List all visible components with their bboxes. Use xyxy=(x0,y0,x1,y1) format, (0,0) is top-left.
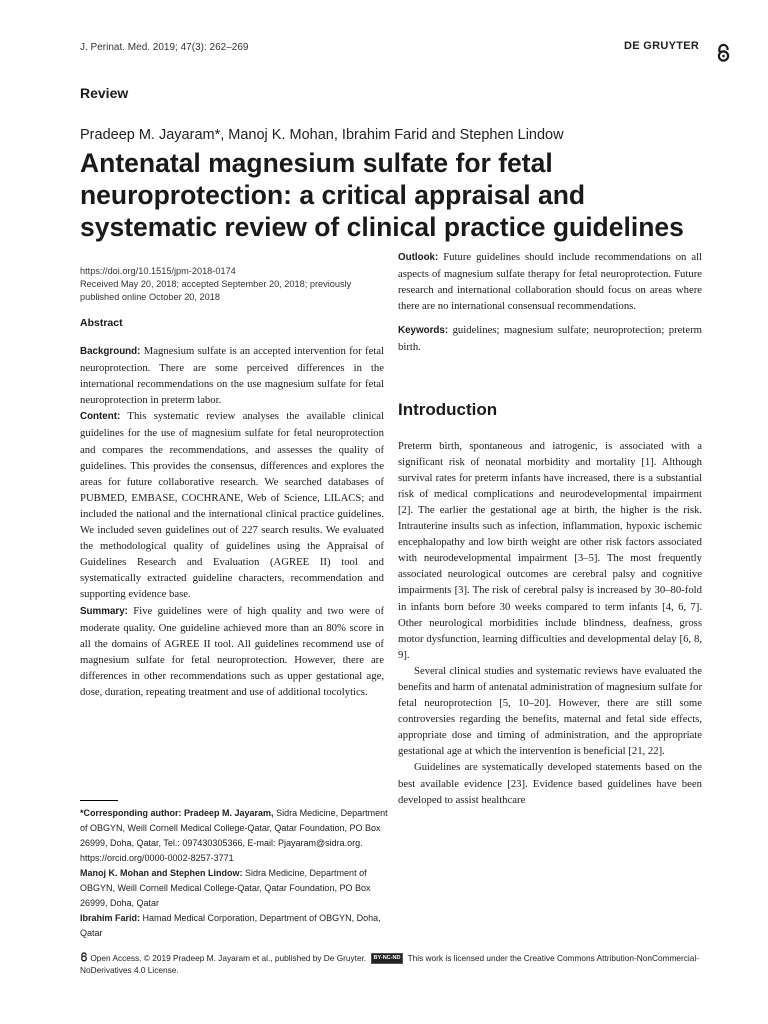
outlook-label: Outlook: xyxy=(398,252,439,263)
intro-paragraph-3: Guidelines are systematically developed statements based on the best available evidence [23]. Evidence based guidelines have been developed to assist healthcare xyxy=(398,761,702,806)
intro-paragraph-1: Preterm birth, spontaneous and iatrogenic, is associated with a significant risk of neonatal morbidity and mortality [1]. Although survival rates for preterm infants have increased, there is a substantial risk of medical complications and neurodevelopmental impairment [2]. The earlier the gestational age at birth, the higher is the risk. Intrauterine insults such as infection, inflammation, hypoxic ischemic encephalopathy and low birth weight are other risk factors associated with neurodevelopmental impairment [3–5]. The most frequently associated neurological outcomes are cerebral palsy and cognitive impairments [3]. The risk of cerebral palsy is increased by 30–80-fold in infants born before 30 weeks compared to term infants [4, 6, 7]. Other neurological morbidities include blindness, deafness, gross motor dysfunction, learning difficulties and developmental delay [6, 8, 9]. xyxy=(398,439,702,661)
corresponding-author-note xyxy=(80,806,388,866)
abstract-heading: Abstract xyxy=(80,317,123,329)
section-heading-introduction: Introduction xyxy=(398,399,498,419)
author-affiliations xyxy=(80,806,388,941)
license-text: This work is licensed under the Creative Commons Attribution-NonCommercial-NoDerivatives 4.0 License. xyxy=(80,953,699,976)
right-column xyxy=(398,251,703,808)
mohan-lindow-affiliation xyxy=(80,866,388,911)
abstract-outlook xyxy=(398,249,702,314)
keywords-text: guidelines; magnesium sulfate; neuroprotection; preterm birth. xyxy=(398,324,702,354)
mohan-lindow-text: Sidra Medicine, Department of OBGYN, Weill Cornell Medical College-Qatar, Qatar Foundation, PO Box 26999, Doha, Qatar xyxy=(80,868,371,908)
summary-text: Five guidelines were of high quality and two were of moderate quality. One guideline achieved more than an 80% score in all the domains of AGREE II tool. All guidelines recommend use of magnesium sulfate for fetal neuroprotection. However, there are differences in other recommendations such as upper gestational age, dose, duration, repeating treatment and use of additional tocolytics. xyxy=(80,604,384,698)
author-list: Pradeep M. Jayaram*, Manoj K. Mohan, Ibrahim Farid and Stephen Lindow xyxy=(80,127,564,143)
intro-paragraph-2: Several clinical studies and systematic reviews have evaluated the benefits and harm of antenatal administration of magnesium sulfate for fetal neuroprotection [5, 10–20]. However, there are still some controversies regarding the benefits, maternal and fetal side effects, appropriate dose and timing of administration, and the appropriate gestational age at which the intervention is beneficial [21, 22]. xyxy=(398,664,702,758)
keywords xyxy=(398,322,702,355)
abstract-summary xyxy=(80,603,384,701)
farid-text: Hamad Medical Corporation, Department of OBGYN, Doha, Qatar xyxy=(80,913,381,938)
publisher-name: DE GRUYTER xyxy=(624,40,700,52)
cc-license-badge[interactable]: BY-NC-ND xyxy=(371,953,404,964)
article-type: Review xyxy=(80,85,129,101)
background-text: Magnesium sulfate is an accepted intervention for fetal neuroprotection. There are some perceived differences in the international recommendations on the use magnesium sulfate for fetal neuroprotection in preterm labor. xyxy=(80,345,384,407)
corresponding-label: *Corresponding author: Pradeep M. Jayaram, xyxy=(80,808,274,818)
journal-reference: J. Perinat. Med. 2019; 47(3): 262–269 xyxy=(80,42,249,53)
summary-label: Summary: xyxy=(80,605,128,617)
left-column xyxy=(80,265,384,700)
footnote-divider xyxy=(80,800,118,801)
farid-label: Ibrahim Farid: xyxy=(80,913,141,923)
mohan-lindow-label: Manoj K. Mohan and Stephen Lindow: xyxy=(80,868,243,878)
article-title: Antenatal magnesium sulfate for fetal neuroprotection: a critical appraisal and systematic review of clinical practice guidelines xyxy=(80,148,684,242)
publication-history: Received May 20, 2018; accepted September 20, 2018; previously published online October 20, 2018 xyxy=(80,279,352,302)
license-notice xyxy=(80,952,700,976)
farid-affiliation xyxy=(80,911,388,941)
content-text: This systematic review analyses the available clinical guidelines for the use of magnesium sulfate for fetal neuroprotection and compares the recommendations, and assesses the quality of guidelines. This provides the consensus, differences and explores the areas for future collaborative research. We searched databases of PUBMED, EMBASE, COCHRANE, Web of Science, LILACS; and included the national and the international clinical practice guidelines. We included seven guidelines out of 227 search results. We evaluated the methodological quality of guidelines using the Appraisal of Guidelines Research and Evaluation (AGREE II) tool and systematically extracted guideline characters, recommendation and supporting evidence base. xyxy=(80,410,384,601)
license-prefix: Open Access. © 2019 Pradeep M. Jayaram et al., published by De Gruyter. xyxy=(90,953,367,963)
abstract-background xyxy=(80,343,384,408)
open-access-icon xyxy=(716,43,731,63)
outlook-text: Future guidelines should include recommendations on all aspects of magnesium sulfate therapy for fetal neuroprotection. Future research and international collaboration should focus on areas where there are no international consensual recommendations. xyxy=(398,251,703,313)
abstract-content xyxy=(80,408,384,602)
keywords-label: Keywords: xyxy=(398,325,449,337)
doi-link[interactable]: https://doi.org/10.1515/jpm-2018-0174 xyxy=(80,266,236,276)
open-access-small-icon xyxy=(80,952,88,962)
corresponding-text: Sidra Medicine, Department of OBGYN, Weill Cornell Medical College-Qatar, Qatar Foundation, PO Box 26999, Doha, Qatar, Tel.: 097430305366, E-mail: Pjayaram@sidra.org. https://orcid.org/0000-0002-8257-3771 xyxy=(80,808,388,863)
background-label: Background: xyxy=(80,346,141,357)
content-label: Content: xyxy=(80,411,121,423)
